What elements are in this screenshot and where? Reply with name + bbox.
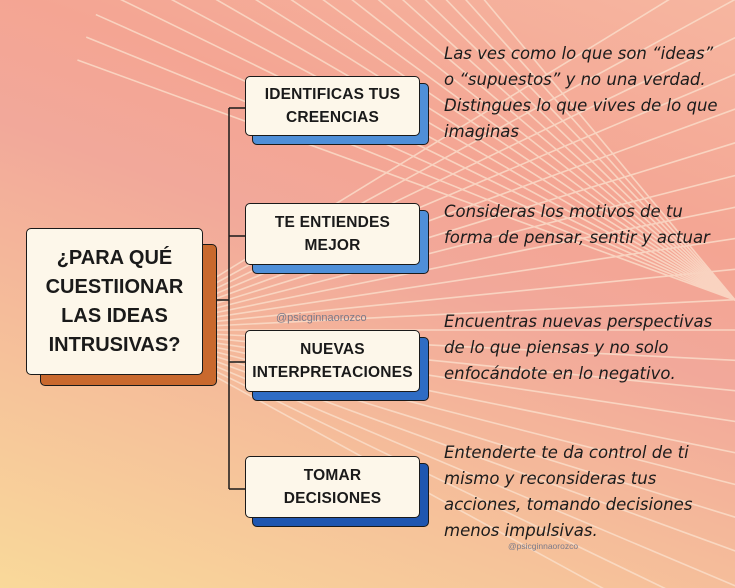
branch-label-te-entiendes: TE ENTIENDES MEJOR bbox=[274, 214, 391, 254]
branch-card-nuevas bbox=[245, 330, 420, 392]
branch-description-4: Entenderte te da control de ti mismo y reconsideras tus acciones, tomando decisiones menos impulsivas. bbox=[444, 443, 693, 540]
main-question-text: ¿PARA QUÉ CUESTIIONAR LAS IDEAS INTRUSIVAS? bbox=[45, 246, 184, 356]
branch-label-identificas: IDENTIFICAS TUS CREENCIAS bbox=[264, 86, 401, 126]
branch-card-te-entiendes bbox=[245, 203, 420, 265]
main-question-card bbox=[26, 228, 203, 375]
branch-label-tomar: TOMAR DECISIONES bbox=[283, 467, 382, 507]
branch-description-1: Las ves como lo que son “ideas” o “supuestos” y no una verdad. Distingues lo que vives de lo que imaginas bbox=[444, 44, 718, 141]
branch-description-3: Encuentras nuevas perspectivas de lo que piensas y no solo enfocándote en lo negativo. bbox=[444, 312, 713, 383]
branch-card-identificas bbox=[245, 76, 420, 136]
branch-label-nuevas: NUEVAS INTERPRETACIONES bbox=[252, 341, 413, 381]
watermark-handle-center: @psicginnaorozco bbox=[276, 312, 367, 324]
branch-description-2: Consideras los motivos de tu forma de pensar, sentir y actuar bbox=[444, 202, 710, 247]
branch-card-tomar bbox=[245, 456, 420, 518]
watermark-handle-bottom: @psicginnaorozco bbox=[508, 541, 579, 551]
